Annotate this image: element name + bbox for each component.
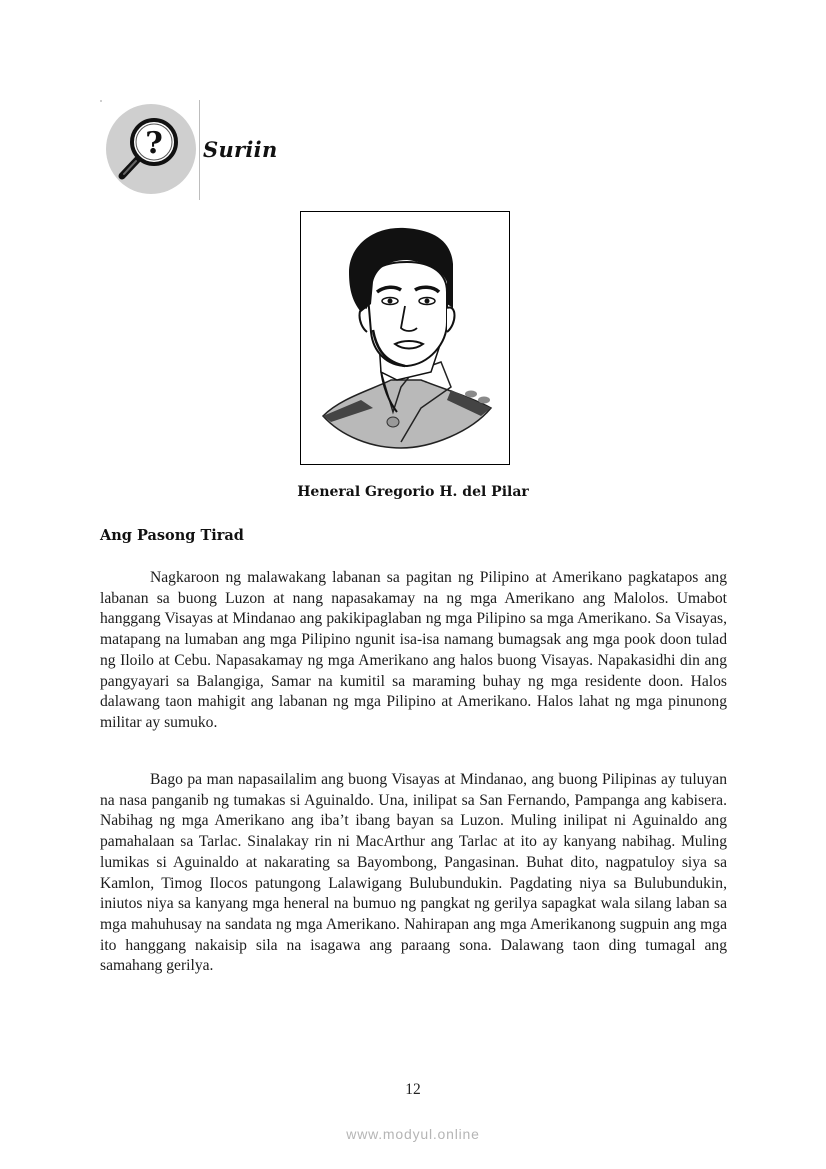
article-paragraph: Nagkaroon ng malawakang labanan sa pagitan ng Pilipino at Amerikano pagkatapos ang labanan sa buong Luzon at nang napasakamay na ng mga Amerikano ang Malolos. Umabot hanggang Visayas at Mindanao ang pakikipaglaban ng mga Pilipino sa mga Amerikano. Sa Visayas, matapang na lumaban ang mga Pilipino ngunit isa-isa namang bumagsak ang mga pook doon tulad ng Iloilo at Cebu. Napasakamay ng mga Amerikano ang halos buong Visayas. Napakasidhi din ang pangyayari sa Balangiga, Samar na kumitil sa maraming buhay ng mga residente doon. Halos dalawang taon mahigit ang labanan ng mga Pilipino at Amerikano. Halos lahat ng mga pinunong militar ay sumuko. <box>100 569 727 731</box>
magnifier-question-icon <box>106 104 196 194</box>
article-paragraph: Bago pa man napasailalim ang buong Visayas at Mindanao, ang buong Pilipinas ay tuluyan na nasa panganib ng tumakas si Aguinaldo. Una, inilipat sa San Fernando, Pampanga ang kabisera. Nabihag ng mga Amerikano ang iba’t ibang bayan sa Luzon. Muling inilipat ni Aguinaldo ang pamahalaan sa Tarlac. Sinalakay rin ni MacArthur ang Tarlac at ito ay kanyang nabihag. Muling lumikas si Aguinaldo at nakarating sa Bayombong, Pangasinan. Buhat dito, nagpatuloy siya sa Kamlon, Timog Ilocos patungong Lalawigang Bulubundukin. Pagdating niya sa Bulubundukin, iniutos niya sa kanyang mga heneral na bumuo ng pangkat ng gerilya sapagkat wala silang laban sa mga mahuhusay na sandata ng mga Amerikano. Nahirapan ang mga Amerikanong sugpuin ang mga ito hanggang nakaisip sila na isagawa ang paraang sona. Dalawang taon ding tumagal ang samahang gerilya. <box>100 771 727 975</box>
page-number: 12 <box>405 1081 421 1098</box>
header-divider <box>199 100 200 200</box>
section-title: Suriin <box>203 137 278 162</box>
figure-caption: Heneral Gregorio H. del Pilar <box>297 484 529 500</box>
article-heading: Ang Pasong Tirad <box>100 527 244 544</box>
svg-text:?: ? <box>145 126 163 161</box>
portrait-illustration <box>300 211 510 465</box>
header-decoration <box>100 100 102 102</box>
watermark: www.modyul.online <box>346 1126 480 1142</box>
